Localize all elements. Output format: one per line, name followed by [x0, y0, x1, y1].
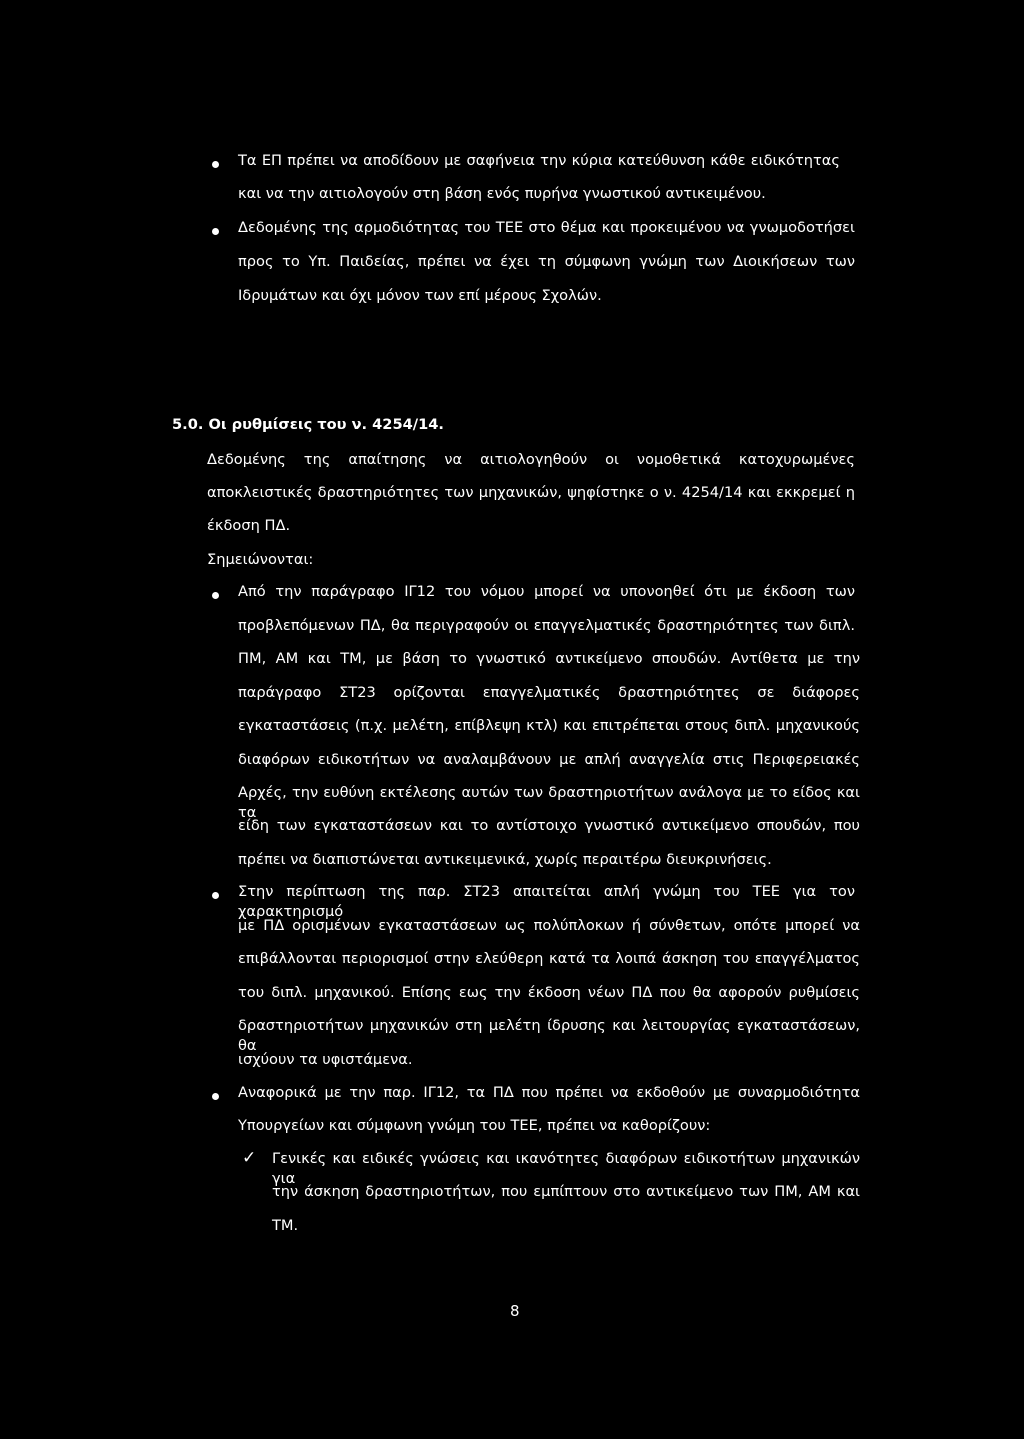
text-line: Από την παράγραφο ΙΓ12 του νόμου μπορεί να υπονοηθεί ότι με έκδοση των	[238, 583, 855, 600]
text-line: Υπουργείων και σύμφωνη γνώμη του ΤΕΕ, πρέπει να καθορίζουν:	[238, 1117, 711, 1134]
bullet-icon	[212, 1093, 219, 1100]
text-line: με ΠΔ ορισμένων εγκαταστάσεων ως πολύπλοκων ή σύνθετων, οπότε μπορεί να	[238, 917, 860, 934]
text-line: διαφόρων ειδικοτήτων να αναλαμβάνουν με απλή αναγγελία στις Περιφερειακές	[238, 751, 860, 768]
text-line: ΠΜ, ΑΜ και ΤΜ, με βάση το γνωστικό αντικείμενο σπουδών. Αντίθετα με την	[238, 650, 860, 667]
text-line: Τα ΕΠ πρέπει να αποδίδουν με σαφήνεια την κύρια κατεύθυνση κάθε ειδικότητας	[238, 152, 840, 169]
text-line: Δεδομένης της απαίτησης να αιτιολογηθούν οι νομοθετικά κατοχυρωμένες	[207, 451, 855, 468]
bullet-icon	[212, 161, 219, 168]
text-line: ισχύουν τα υφιστάμενα.	[238, 1051, 413, 1068]
text-line: Στην περίπτωση της παρ. ΣΤ23 απαιτείται απλή γνώμη του ΤΕΕ για τον χαρακτηρισμό	[238, 883, 855, 920]
text-line: Αναφορικά με την παρ. ΙΓ12, τα ΠΔ που πρέπει να εκδοθούν με συναρμοδιότητα	[238, 1084, 860, 1101]
bullet-icon	[212, 592, 219, 599]
bullet-icon	[212, 892, 219, 899]
text-line: Ιδρυμάτων και όχι μόνον των επί μέρους Σχολών.	[238, 287, 602, 304]
text-line: δραστηριοτήτων μηχανικών στη μελέτη ίδρυσης και λειτουργίας εγκαταστάσεων, θα	[238, 1017, 860, 1054]
text-line: παράγραφο ΣΤ23 ορίζονται επαγγελματικές δραστηριότητες σε διάφορες	[238, 684, 860, 701]
text-line: του διπλ. μηχανικού. Επίσης εως την έκδοση νέων ΠΔ που θα αφορούν ρυθμίσεις	[238, 984, 860, 1001]
text-line: έκδοση ΠΔ.	[207, 517, 291, 534]
text-line: την άσκηση δραστηριοτήτων, που εμπίπτουν στο αντικείμενο των ΠΜ, ΑΜ και	[272, 1183, 860, 1200]
text-line: ΤΜ.	[272, 1217, 299, 1234]
text-line: και να την αιτιολογούν στη βάση ενός πυρήνα γνωστικού αντικειμένου.	[238, 185, 766, 202]
section-heading: 5.0. Οι ρυθμίσεις του ν. 4254/14.	[172, 416, 444, 433]
text-line: Αρχές, την ευθύνη εκτέλεσης αυτών των δραστηριοτήτων ανάλογα με το είδος και τα	[238, 784, 860, 821]
text-line: είδη των εγκαταστάσεων και το αντίστοιχο γνωστικό αντικείμενο σπουδών, που	[238, 817, 860, 834]
text-line: αποκλειστικές δραστηριότητες των μηχανικών, ψηφίστηκε ο ν. 4254/14 και εκκρεμεί η	[207, 484, 855, 501]
text-line: εγκαταστάσεις (π.χ. μελέτη, επίβλεψη κτλ) και επιτρέπεται στους διπλ. μηχανικούς	[238, 717, 860, 734]
bullet-icon	[212, 228, 219, 235]
notes-label: Σημειώνονται:	[207, 551, 314, 568]
page-number: 8	[510, 1302, 520, 1320]
text-line: προς το Υπ. Παιδείας, πρέπει να έχει τη σύμφωνη γνώμη των Διοικήσεων των	[238, 253, 855, 270]
text-line: προβλεπόμενων ΠΔ, θα περιγραφούν οι επαγγελματικές δραστηριότητες των διπλ.	[238, 617, 855, 634]
check-icon: ✓	[242, 1148, 257, 1168]
text-line: Δεδομένης της αρμοδιότητας του ΤΕΕ στο θέμα και προκειμένου να γνωμοδοτήσει	[238, 219, 855, 236]
text-line: επιβάλλονται περιορισμοί στην ελεύθερη κατά τα λοιπά άσκηση του επαγγέλματος	[238, 950, 860, 967]
text-line: Γενικές και ειδικές γνώσεις και ικανότητες διαφόρων ειδικοτήτων μηχανικών για	[272, 1150, 860, 1187]
text-line: πρέπει να διαπιστώνεται αντικειμενικά, χωρίς περαιτέρω διευκρινήσεις.	[238, 851, 772, 868]
